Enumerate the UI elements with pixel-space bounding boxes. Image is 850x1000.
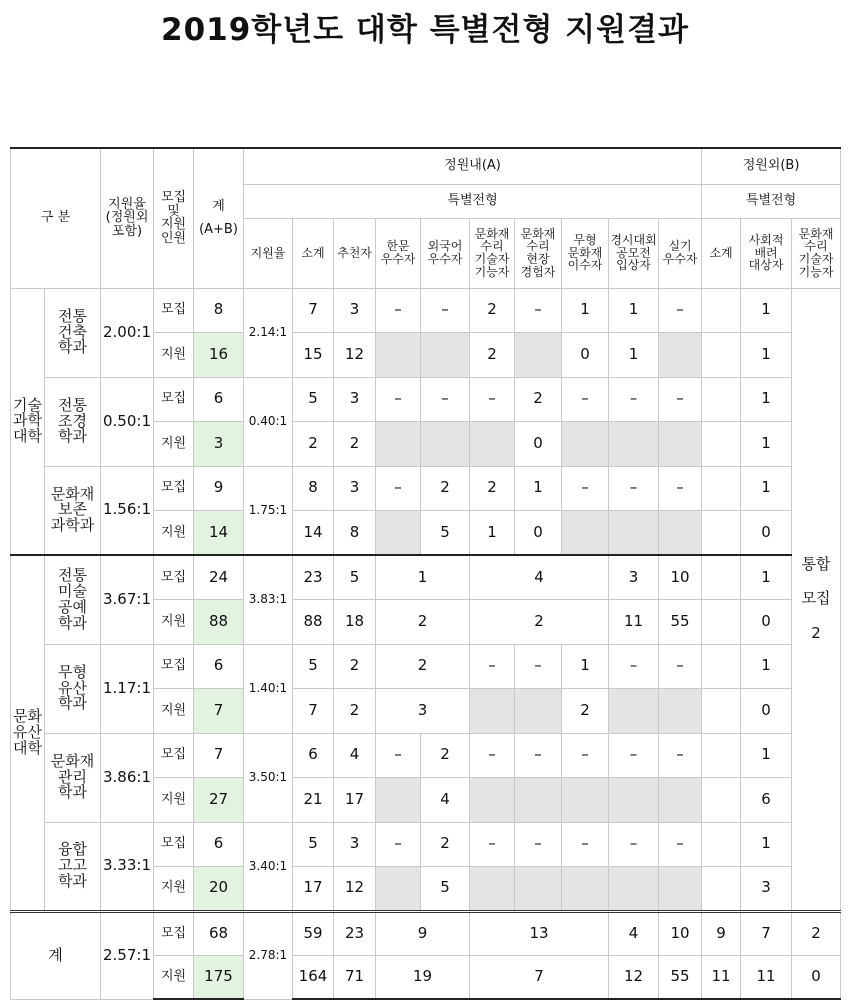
apply-cell: 17 — [293, 867, 334, 912]
recruit-total: 24 — [194, 555, 244, 600]
recruit-cell: – — [609, 644, 659, 689]
apply-cell — [702, 511, 741, 556]
apply-cell — [702, 867, 741, 912]
apply-cell: 88 — [293, 600, 334, 645]
apply-cell — [659, 422, 702, 467]
recruit-cell: 1 — [741, 288, 792, 333]
subheader-cell: 지원율 — [244, 218, 293, 288]
recruit-cell: – — [515, 288, 562, 333]
recruit-cell: 5 — [293, 822, 334, 867]
apply-cell: 2 — [470, 600, 609, 645]
integrated-recruit: 통합 모집 2 — [792, 288, 841, 911]
apply-cell — [659, 689, 702, 734]
sum-apply-cell: 164 — [293, 955, 334, 999]
apply-cell — [659, 867, 702, 912]
recruit-cell: – — [376, 822, 421, 867]
recruit-cell: 3 — [609, 555, 659, 600]
recruit-cell: 2 — [421, 466, 470, 511]
apply-cell: 8 — [334, 511, 376, 556]
apply-cell: 17 — [334, 778, 376, 823]
apply-cell — [470, 778, 515, 823]
recruit-cell — [702, 555, 741, 600]
recruit-cell: – — [562, 377, 609, 422]
apply-cell: 1 — [741, 333, 792, 378]
inside-rate: 1.75:1 — [244, 466, 293, 555]
sum-recruit-cell: 4 — [609, 911, 659, 955]
apply-cell — [515, 689, 562, 734]
apply-label: 지원 — [154, 778, 194, 823]
recruit-cell: – — [470, 733, 515, 778]
apply-cell: 2 — [470, 333, 515, 378]
sum-apply-cell: 7 — [470, 955, 609, 999]
recruit-cell: 2 — [515, 377, 562, 422]
apply-cell — [702, 422, 741, 467]
subheader-cell: 사회적 배려 대상자 — [741, 218, 792, 288]
apply-total: 88 — [194, 600, 244, 645]
apply-cell: 5 — [421, 867, 470, 912]
apply-total: 14 — [194, 511, 244, 556]
recruit-label: 모집 — [154, 555, 194, 600]
apply-cell — [376, 422, 421, 467]
header-rate: 지원율 (정원외 포함) — [101, 148, 154, 288]
recruit-total: 6 — [194, 377, 244, 422]
recruit-cell: – — [376, 377, 421, 422]
recruit-cell: 3 — [334, 466, 376, 511]
sum-apply-cell: 12 — [609, 955, 659, 999]
dept-rate: 0.50:1 — [101, 377, 154, 466]
page-title: 2019학년도 대학 특별전형 지원결과 — [161, 12, 689, 48]
apply-cell: 0 — [741, 689, 792, 734]
apply-cell: 1 — [609, 333, 659, 378]
apply-cell: 21 — [293, 778, 334, 823]
dept-rate: 3.67:1 — [101, 555, 154, 644]
recruit-cell: 5 — [334, 555, 376, 600]
recruit-total: 6 — [194, 822, 244, 867]
sum-recruit-cell: 23 — [334, 911, 376, 955]
apply-cell — [562, 511, 609, 556]
apply-cell — [515, 333, 562, 378]
recruit-cell: 2 — [421, 822, 470, 867]
header-special-in: 특별전형 — [244, 184, 702, 218]
recruit-cell: 2 — [376, 644, 470, 689]
recruit-total: 9 — [194, 466, 244, 511]
apply-cell: 14 — [293, 511, 334, 556]
recruit-cell: 1 — [741, 644, 792, 689]
apply-cell — [609, 511, 659, 556]
apply-cell: 0 — [741, 600, 792, 645]
recruit-cell — [702, 822, 741, 867]
college-name: 문화 유산 대학 — [11, 555, 45, 911]
recruit-cell: 2 — [470, 288, 515, 333]
apply-cell: 2 — [334, 689, 376, 734]
recruit-cell: – — [659, 644, 702, 689]
recruit-cell: 5 — [293, 377, 334, 422]
recruit-cell — [702, 644, 741, 689]
apply-label: 지원 — [154, 422, 194, 467]
apply-cell: 6 — [741, 778, 792, 823]
recruit-cell: 1 — [515, 466, 562, 511]
apply-cell — [376, 333, 421, 378]
header-outside: 정원외(B) — [702, 148, 841, 184]
recruit-cell: – — [515, 733, 562, 778]
recruit-label: 모집 — [154, 822, 194, 867]
recruit-cell: 2 — [334, 644, 376, 689]
recruit-cell: 3 — [334, 822, 376, 867]
apply-label: 지원 — [154, 955, 194, 999]
subheader-cell: 문화재 수리 현장 경험자 — [515, 218, 562, 288]
sum-apply-cell: 55 — [659, 955, 702, 999]
apply-cell: 1 — [741, 422, 792, 467]
recruit-cell: – — [470, 377, 515, 422]
apply-cell: 2 — [376, 600, 470, 645]
subheader-cell: 무형 문화재 이수자 — [562, 218, 609, 288]
recruit-cell — [702, 466, 741, 511]
apply-cell: 12 — [334, 333, 376, 378]
apply-cell — [702, 600, 741, 645]
subheader-cell: 외국어 우수자 — [421, 218, 470, 288]
apply-cell — [376, 867, 421, 912]
recruit-cell: 1 — [741, 822, 792, 867]
apply-label: 지원 — [154, 511, 194, 556]
sum-apply-cell: 19 — [376, 955, 470, 999]
recruit-cell: 1 — [741, 377, 792, 422]
apply-cell — [659, 333, 702, 378]
recruit-cell: – — [421, 288, 470, 333]
apply-cell — [421, 333, 470, 378]
sum-recruit-cell: 2 — [792, 911, 841, 955]
apply-label: 지원 — [154, 689, 194, 734]
recruit-cell: 4 — [470, 555, 609, 600]
apply-cell: 7 — [293, 689, 334, 734]
recruit-cell: 1 — [741, 555, 792, 600]
recruit-cell: – — [609, 466, 659, 511]
dept-name: 문화재 관리 학과 — [45, 733, 101, 822]
subheader-cell: 한문 우수자 — [376, 218, 421, 288]
recruit-cell: 10 — [659, 555, 702, 600]
recruit-total: 7 — [194, 733, 244, 778]
apply-cell — [470, 867, 515, 912]
apply-cell: 11 — [609, 600, 659, 645]
recruit-cell: – — [659, 288, 702, 333]
recruit-cell: – — [470, 822, 515, 867]
dept-rate: 1.56:1 — [101, 466, 154, 555]
dept-name: 전통 미술 공예 학과 — [45, 555, 101, 644]
recruit-cell: – — [659, 822, 702, 867]
recruit-cell: 1 — [741, 733, 792, 778]
recruit-cell: – — [562, 822, 609, 867]
recruit-cell: 8 — [293, 466, 334, 511]
inside-rate: 1.40:1 — [244, 644, 293, 733]
recruit-cell: – — [562, 466, 609, 511]
dept-name: 전통 건축 학과 — [45, 288, 101, 377]
apply-cell: 0 — [562, 333, 609, 378]
apply-cell: 15 — [293, 333, 334, 378]
sum-apply-cell: 11 — [702, 955, 741, 999]
apply-label: 지원 — [154, 867, 194, 912]
sum-label: 계 — [11, 911, 101, 999]
apply-cell: 0 — [515, 422, 562, 467]
header-people: 모집 및 지원 인원 — [154, 148, 194, 288]
recruit-label: 모집 — [154, 733, 194, 778]
recruit-label: 모집 — [154, 466, 194, 511]
apply-cell — [515, 867, 562, 912]
apply-cell — [659, 778, 702, 823]
apply-cell — [470, 422, 515, 467]
apply-cell: 0 — [741, 511, 792, 556]
recruit-cell: 3 — [334, 377, 376, 422]
sum-inside-rate: 2.78:1 — [244, 911, 293, 999]
apply-cell: 4 — [421, 778, 470, 823]
apply-cell: 1 — [470, 511, 515, 556]
apply-cell: 0 — [515, 511, 562, 556]
sum-recruit-cell: 13 — [470, 911, 609, 955]
apply-cell — [562, 867, 609, 912]
subheader-cell: 소계 — [293, 218, 334, 288]
apply-cell — [702, 333, 741, 378]
dept-rate: 1.17:1 — [101, 644, 154, 733]
dept-rate: 3.86:1 — [101, 733, 154, 822]
sum-recruit-cell: 59 — [293, 911, 334, 955]
apply-cell: 55 — [659, 600, 702, 645]
dept-rate: 3.33:1 — [101, 822, 154, 911]
inside-rate: 3.83:1 — [244, 555, 293, 644]
apply-cell: 3 — [741, 867, 792, 912]
sum-rate: 2.57:1 — [101, 911, 154, 999]
recruit-cell: – — [376, 466, 421, 511]
recruit-cell: 3 — [334, 288, 376, 333]
recruit-cell: 4 — [334, 733, 376, 778]
recruit-cell: 1 — [376, 555, 470, 600]
apply-cell: 12 — [334, 867, 376, 912]
apply-label: 지원 — [154, 333, 194, 378]
dept-name: 문화재 보존 과학과 — [45, 466, 101, 555]
sum-apply-cell: 0 — [792, 955, 841, 999]
apply-cell — [609, 778, 659, 823]
apply-cell — [659, 511, 702, 556]
apply-total: 27 — [194, 778, 244, 823]
sum-apply-cell: 11 — [741, 955, 792, 999]
subheader-cell: 문화재 수리 기술자 기능자 — [470, 218, 515, 288]
recruit-cell — [702, 733, 741, 778]
recruit-cell: 1 — [562, 644, 609, 689]
sum-recruit-cell: 9 — [702, 911, 741, 955]
apply-cell — [609, 867, 659, 912]
apply-cell: 18 — [334, 600, 376, 645]
dept-name: 무형 유산 학과 — [45, 644, 101, 733]
apply-cell — [470, 689, 515, 734]
recruit-cell: – — [659, 466, 702, 511]
sum-apply-total: 175 — [194, 955, 244, 999]
recruit-cell: 7 — [293, 288, 334, 333]
apply-total: 16 — [194, 333, 244, 378]
recruit-cell: – — [470, 644, 515, 689]
recruit-cell: – — [515, 644, 562, 689]
recruit-cell: – — [659, 733, 702, 778]
apply-cell — [515, 778, 562, 823]
apply-cell — [562, 422, 609, 467]
recruit-cell: – — [515, 822, 562, 867]
recruit-total: 8 — [194, 288, 244, 333]
recruit-cell — [702, 377, 741, 422]
apply-cell: 2 — [334, 422, 376, 467]
recruit-cell: 23 — [293, 555, 334, 600]
header-gubun: 구 분 — [11, 148, 101, 288]
subheader-cell: 문화재 수리 기술자 기능자 — [792, 218, 841, 288]
apply-cell — [609, 422, 659, 467]
apply-cell: 3 — [376, 689, 470, 734]
recruit-label: 모집 — [154, 288, 194, 333]
recruit-cell: – — [376, 288, 421, 333]
header-special-out: 특별전형 — [702, 184, 841, 218]
apply-cell — [702, 778, 741, 823]
inside-rate: 2.14:1 — [244, 288, 293, 377]
subheader-cell: 소계 — [702, 218, 741, 288]
apply-cell — [376, 511, 421, 556]
results-table — [10, 147, 841, 1000]
apply-cell — [702, 689, 741, 734]
recruit-cell: – — [376, 733, 421, 778]
apply-cell — [562, 778, 609, 823]
recruit-cell — [702, 288, 741, 333]
apply-cell — [609, 689, 659, 734]
recruit-cell: – — [562, 733, 609, 778]
subheader-cell: 추천자 — [334, 218, 376, 288]
recruit-label: 모집 — [154, 644, 194, 689]
sum-recruit-cell: 10 — [659, 911, 702, 955]
apply-total: 20 — [194, 867, 244, 912]
recruit-label: 모집 — [154, 911, 194, 955]
subheader-cell: 경시대회 공모전 입상자 — [609, 218, 659, 288]
apply-cell — [376, 778, 421, 823]
recruit-cell: 6 — [293, 733, 334, 778]
recruit-cell: 2 — [470, 466, 515, 511]
inside-rate: 0.40:1 — [244, 377, 293, 466]
subheader-cell: 실기 우수자 — [659, 218, 702, 288]
sum-recruit-total: 68 — [194, 911, 244, 955]
sum-apply-cell: 71 — [334, 955, 376, 999]
apply-cell — [421, 422, 470, 467]
dept-rate: 2.00:1 — [101, 288, 154, 377]
recruit-cell: – — [609, 377, 659, 422]
recruit-cell: – — [659, 377, 702, 422]
apply-cell: 2 — [562, 689, 609, 734]
inside-rate: 3.50:1 — [244, 733, 293, 822]
sum-recruit-cell: 7 — [741, 911, 792, 955]
recruit-cell: 1 — [609, 288, 659, 333]
dept-name: 융합 고고 학과 — [45, 822, 101, 911]
apply-total: 7 — [194, 689, 244, 734]
recruit-cell: 2 — [421, 733, 470, 778]
apply-cell: 5 — [421, 511, 470, 556]
sum-recruit-cell: 9 — [376, 911, 470, 955]
apply-cell: 2 — [293, 422, 334, 467]
apply-total: 3 — [194, 422, 244, 467]
header-inside: 정원내(A) — [244, 148, 702, 184]
recruit-total: 6 — [194, 644, 244, 689]
dept-name: 전통 조경 학과 — [45, 377, 101, 466]
recruit-cell: – — [609, 822, 659, 867]
college-name: 기술 과학 대학 — [11, 288, 45, 555]
recruit-cell: – — [421, 377, 470, 422]
inside-rate: 3.40:1 — [244, 822, 293, 911]
recruit-cell: 1 — [562, 288, 609, 333]
recruit-cell: 1 — [741, 466, 792, 511]
header-total: 계 (A+B) — [194, 148, 244, 288]
recruit-cell: – — [609, 733, 659, 778]
recruit-cell: 5 — [293, 644, 334, 689]
recruit-label: 모집 — [154, 377, 194, 422]
apply-label: 지원 — [154, 600, 194, 645]
